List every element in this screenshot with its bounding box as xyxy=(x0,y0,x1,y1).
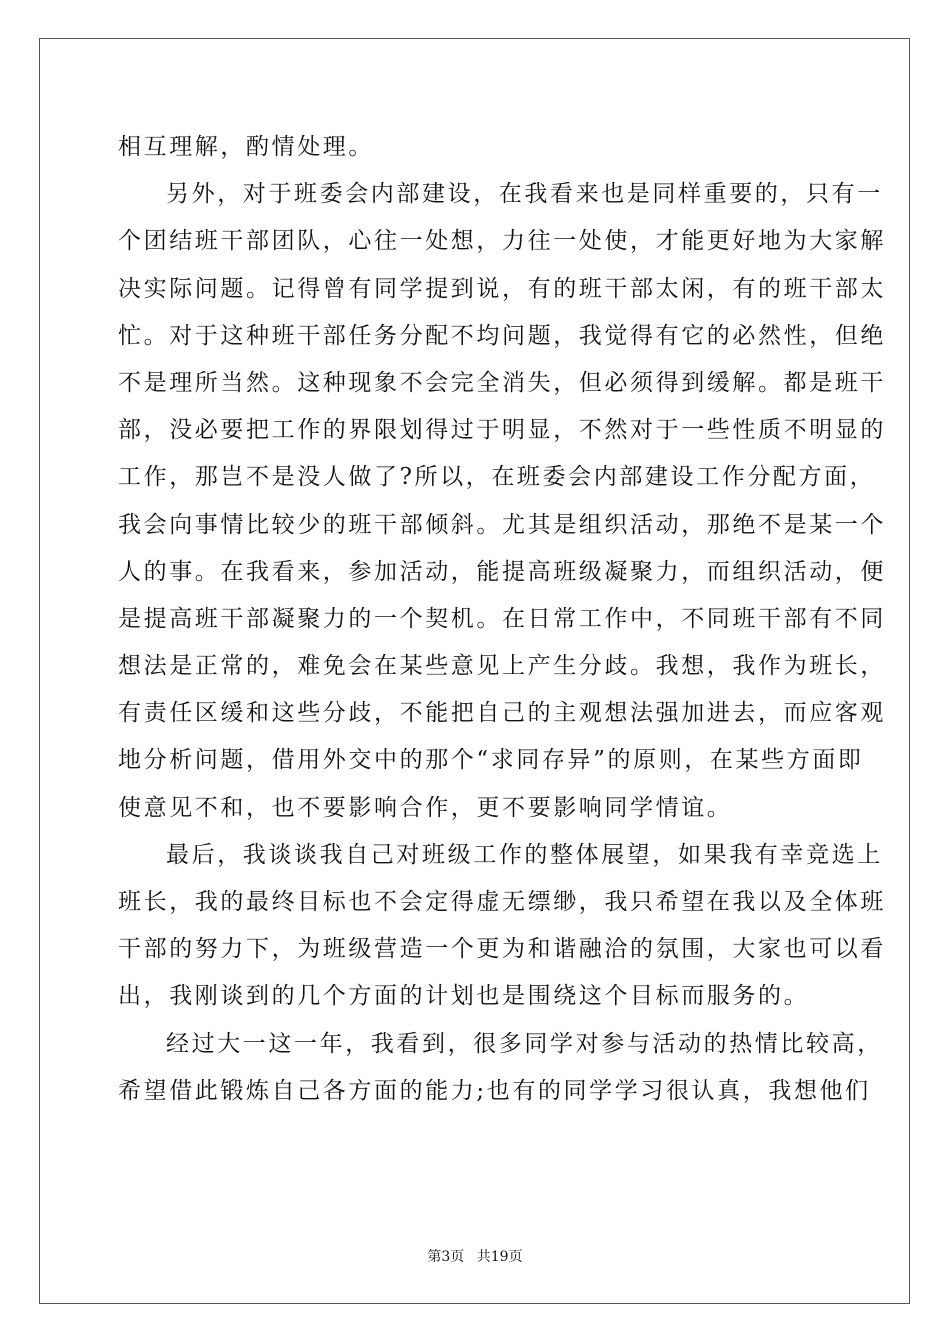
text-line: 想法是正常的，难免会在某些意见上产生分歧。我想，我作为班长， xyxy=(118,653,886,680)
text-line: 不是理所当然。这种现象不会完全消失，但必须得到缓解。都是班干 xyxy=(118,369,886,396)
text-line: 经过大一这一年，我看到，很多同学对参与活动的热情比较高， xyxy=(166,1030,883,1057)
text-line: 地分析问题，借用外交中的那个“求同存异”的原则，在某些方面即 xyxy=(118,747,864,774)
text-line: 工作，那岂不是没人做了?所以，在班委会内部建设工作分配方面， xyxy=(118,464,876,491)
page-footer xyxy=(0,1246,950,1266)
text-line: 决实际问题。记得曾有同学提到说，有的班干部太闲，有的班干部太 xyxy=(118,275,886,302)
text-line: 干部的努力下，为班级营造一个更为和谐融洽的氛围，大家也可以看 xyxy=(118,936,886,963)
text-line: 最后，我谈谈我自己对班级工作的整体展望，如果我有幸竞选上 xyxy=(166,841,883,868)
page-number: 第3页 xyxy=(427,1249,465,1265)
page-total: 共19页 xyxy=(476,1249,523,1265)
text-line: 使意见不和，也不要影响合作，更不要影响同学情谊。 xyxy=(118,794,733,821)
text-line: 有责任区缓和这些分歧，不能把自己的主观想法强加进去，而应客观 xyxy=(118,700,886,727)
text-line: 部，没必要把工作的界限划得过于明显，不然对于一些性质不明显的 xyxy=(118,417,886,444)
text-line: 人的事。在我看来，参加活动，能提高班级凝聚力，而组织活动，便 xyxy=(118,558,886,585)
text-line: 另外，对于班委会内部建设，在我看来也是同样重要的，只有一 xyxy=(166,181,883,208)
text-line: 忙。对于这种班干部任务分配不均问题，我觉得有它的必然性，但绝 xyxy=(118,322,886,349)
text-line: 希望借此锻炼自己各方面的能力;也有的同学学习很认真，我想他们 xyxy=(118,1077,871,1104)
text-line: 相互理解，酌情处理。 xyxy=(118,134,374,160)
text-line: 个团结班干部团队，心往一处想，力往一处使，才能更好地为大家解 xyxy=(118,228,886,255)
text-line: 是提高班干部凝聚力的一个契机。在日常工作中，不同班干部有不同 xyxy=(118,605,886,632)
document-body xyxy=(118,124,886,1115)
text-line: 我会向事情比较少的班干部倾斜。尤其是组织活动，那绝不是某一个 xyxy=(118,511,886,538)
text-line: 班长，我的最终目标也不会定得虚无缥缈，我只希望在我以及全体班 xyxy=(118,889,886,915)
text-line: 出，我刚谈到的几个方面的计划也是围绕这个目标而服务的。 xyxy=(118,983,810,1010)
